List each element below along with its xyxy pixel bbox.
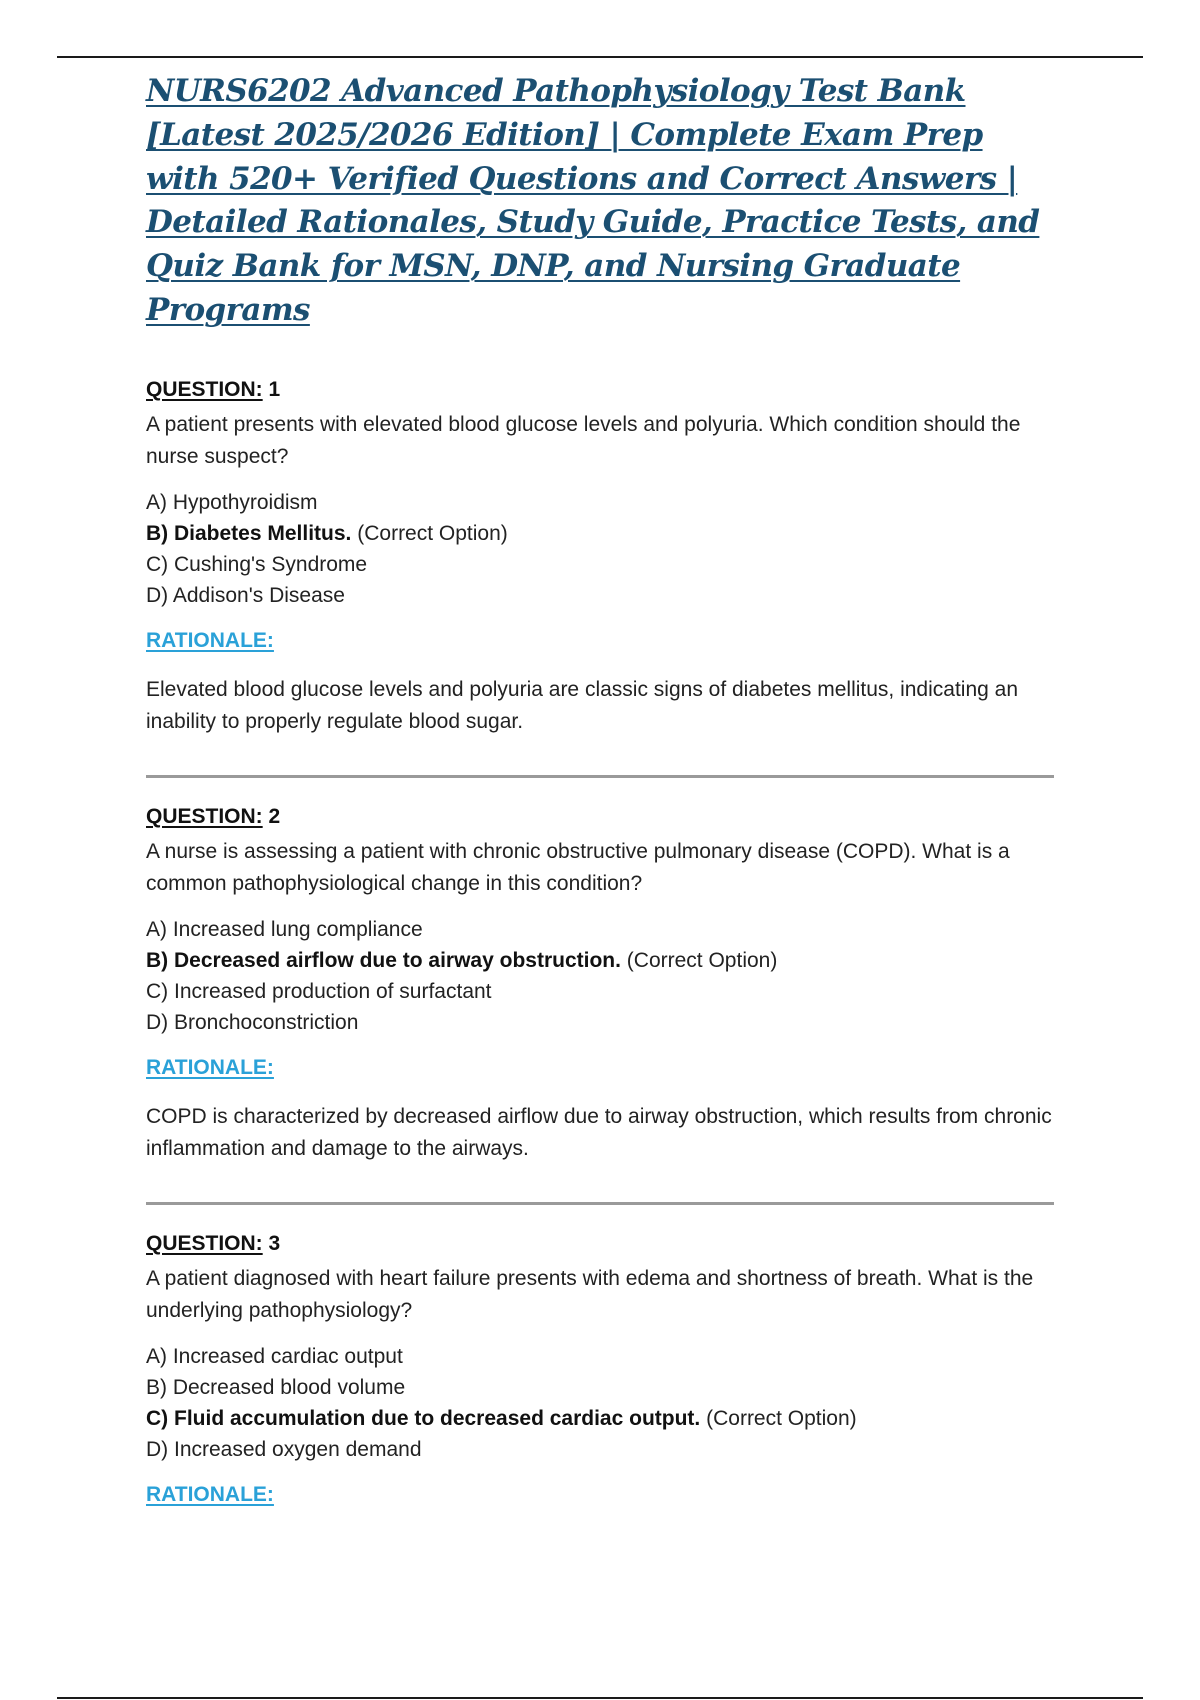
question-text: A patient diagnosed with heart failure presents with edema and shortness of breath. What is the underlying pathophysiology? — [146, 1266, 1034, 1322]
answer-options — [146, 914, 1061, 1038]
correct-option-text: B) Decreased airflow due to airway obstruction. — [146, 948, 621, 972]
section-divider — [146, 775, 1054, 778]
question-text: A patient presents with elevated blood glucose levels and polyuria. Which condition should the nurse suspect? — [146, 412, 1021, 468]
option-d: D) Bronchoconstriction — [146, 1010, 359, 1034]
question-label: QUESTION: — [146, 377, 263, 401]
rationale-text: COPD is characterized by decreased airflow due to airway obstruction, which results from chronic inflammation and damage to the airways. — [146, 1104, 1052, 1160]
question-number: 1 — [268, 377, 281, 401]
option-b-correct — [146, 518, 1061, 549]
rationale-heading: RATIONALE: — [146, 1055, 274, 1079]
question-number: 2 — [268, 804, 281, 828]
option-c: C) Increased production of surfactant — [146, 979, 492, 1003]
document-body — [146, 70, 1061, 1508]
rationale-heading: RATIONALE: — [146, 628, 274, 652]
question-heading — [146, 1231, 1061, 1257]
option-b: B) Decreased blood volume — [146, 1375, 406, 1399]
question-heading — [146, 804, 1061, 830]
question-label: QUESTION: — [146, 1231, 263, 1255]
option-a: A) Increased cardiac output — [146, 1344, 403, 1368]
answer-options — [146, 487, 1061, 611]
question-text: A nurse is assessing a patient with chronic obstructive pulmonary disease (COPD). What is a common pathophysiological change in this condition? — [146, 839, 1010, 895]
section-divider — [146, 1202, 1054, 1205]
question-block-2 — [146, 804, 1061, 1165]
question-number: 3 — [268, 1231, 281, 1255]
option-a: A) Hypothyroidism — [146, 490, 318, 514]
option-c: C) Cushing's Syndrome — [146, 552, 368, 576]
question-label: QUESTION: — [146, 804, 263, 828]
correct-option-marker: (Correct Option) — [706, 1406, 857, 1430]
correct-option-marker: (Correct Option) — [626, 948, 778, 972]
option-b-correct — [146, 945, 1061, 976]
rationale-heading: RATIONALE: — [146, 1482, 274, 1506]
question-block-3 — [146, 1231, 1061, 1508]
option-d: D) Increased oxygen demand — [146, 1437, 422, 1461]
correct-option-text: B) Diabetes Mellitus. — [146, 521, 352, 545]
option-c-correct — [146, 1403, 1061, 1434]
question-heading — [146, 377, 1061, 403]
answer-options — [146, 1341, 1061, 1465]
question-block-1 — [146, 377, 1061, 738]
correct-option-marker: (Correct Option) — [357, 521, 508, 545]
option-d: D) Addison's Disease — [146, 583, 345, 607]
bottom-rule — [57, 1697, 1143, 1699]
document-title[interactable]: NURS6202 Advanced Pathophysiology Test Bank [Latest 2025/2026 Edition] | Complete Exam Prep with 520+ Verified Questions and Correct Answers | Detailed Rationales, Study Guide, Practice Tests, and Quiz Bank for MSN, DNP, and Nursing Graduate Programs — [146, 73, 1040, 328]
option-a: A) Increased lung compliance — [146, 917, 423, 941]
correct-option-text: C) Fluid accumulation due to decreased cardiac output. — [146, 1406, 701, 1430]
rationale-text: Elevated blood glucose levels and polyuria are classic signs of diabetes mellitus, indicating an inability to properly regulate blood sugar. — [146, 677, 1019, 733]
top-rule — [57, 56, 1143, 58]
